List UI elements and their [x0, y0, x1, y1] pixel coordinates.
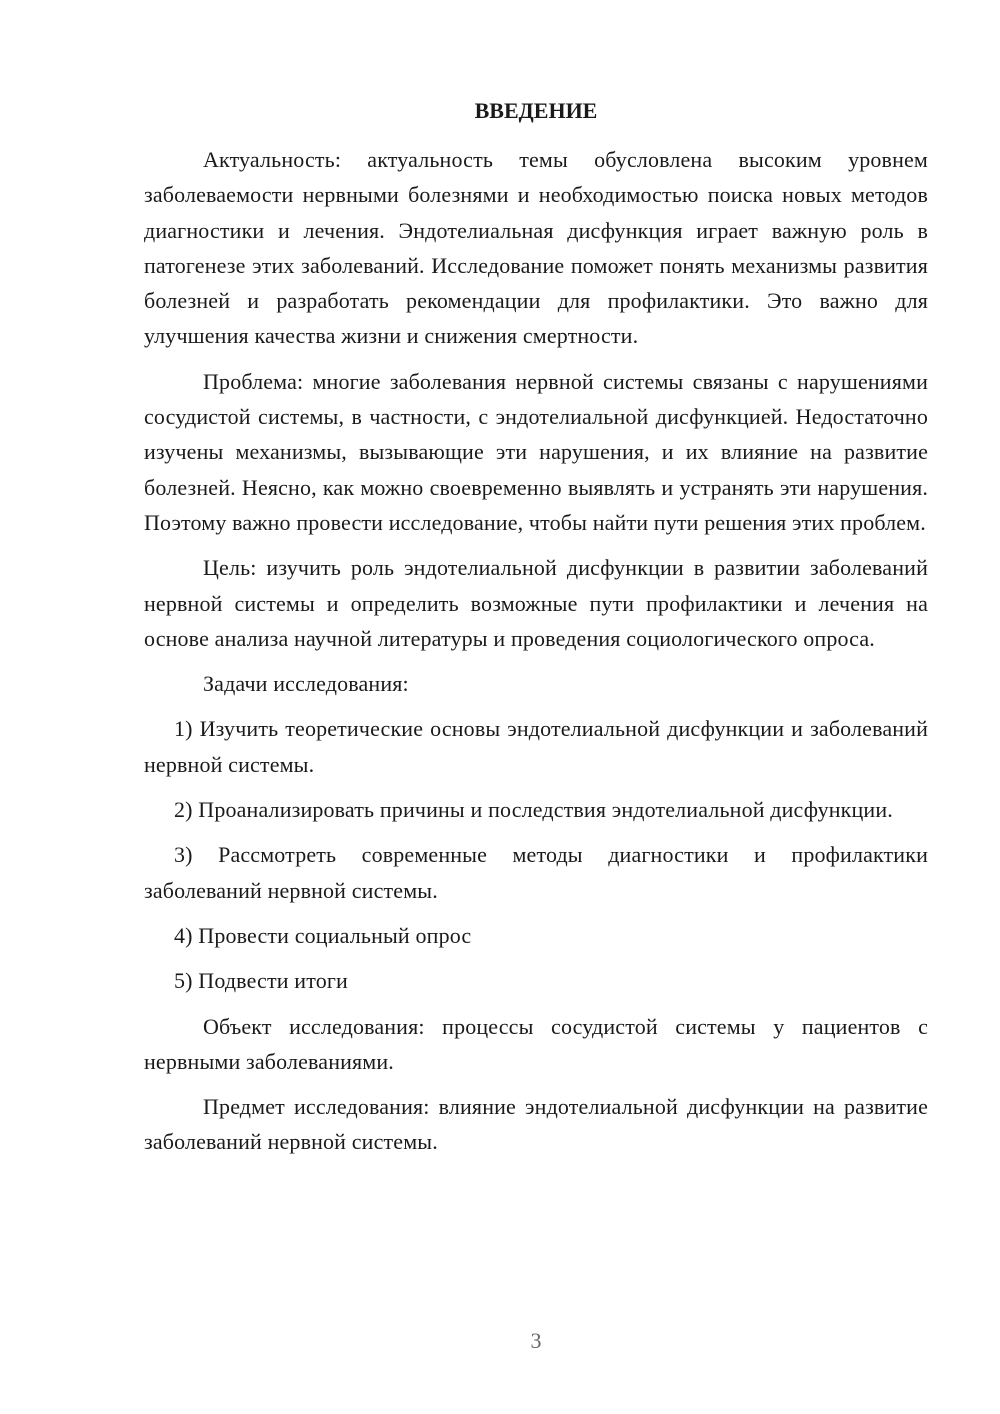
- document-body: [144, 142, 928, 1170]
- paragraph-subject: Предмет исследования: влияние эндотелиальной дисфункции на развитие заболеваний нервной системы.: [144, 1094, 928, 1155]
- page-title: ВВЕДЕНИЕ: [474, 98, 598, 123]
- paragraph-relevance: Актуальность: актуальность темы обусловлена высоким уровнем заболеваемости нервными болезнями и необходимостью поиска новых методов диагностики и лечения. Эндотелиальная дисфункция играет важную роль в патогенезе этих заболеваний. Исследование поможет понять механизмы развития болезней и разработать рекомендации для профилактики. Это важно для улучшения качества жизни и снижения смертности.: [144, 147, 928, 349]
- task-item: 1) Изучить теоретические основы эндотелиальной дисфункции и заболеваний нервной системы.: [144, 716, 928, 777]
- tasks-heading: Задачи исследования:: [203, 671, 409, 697]
- paragraph-goal: Цель: изучить роль эндотелиальной дисфункции в развитии заболеваний нервной системы и определить возможные пути профилактики и лечения на основе анализа научной литературы и проведения социологического опроса.: [144, 555, 928, 651]
- task-item: 2) Проанализировать причины и последствия эндотелиальной дисфункции.: [174, 797, 893, 823]
- task-item: 5) Подвести итоги: [174, 968, 348, 994]
- task-item: 4) Провести социальный опрос: [174, 922, 472, 948]
- paragraph-object: Объект исследования: процессы сосудистой системы у пациентов с нервными заболеваниями.: [144, 1013, 928, 1074]
- paragraph-problem: Проблема: многие заболевания нервной системы связаны с нарушениями сосудистой системы, в частности, с эндотелиальной дисфункцией. Недостаточно изучены механизмы, вызывающие эти нарушения, и их влияние на развитие болезней. Неясно, как можно своевременно выявлять и устранять эти нарушения. Поэтому важно провести исследование, чтобы найти пути решения этих проблем.: [144, 368, 928, 535]
- task-item: 3) Рассмотреть современные методы диагностики и профилактики заболеваний нервной системы.: [144, 842, 928, 903]
- page-number: 3: [530, 1328, 542, 1353]
